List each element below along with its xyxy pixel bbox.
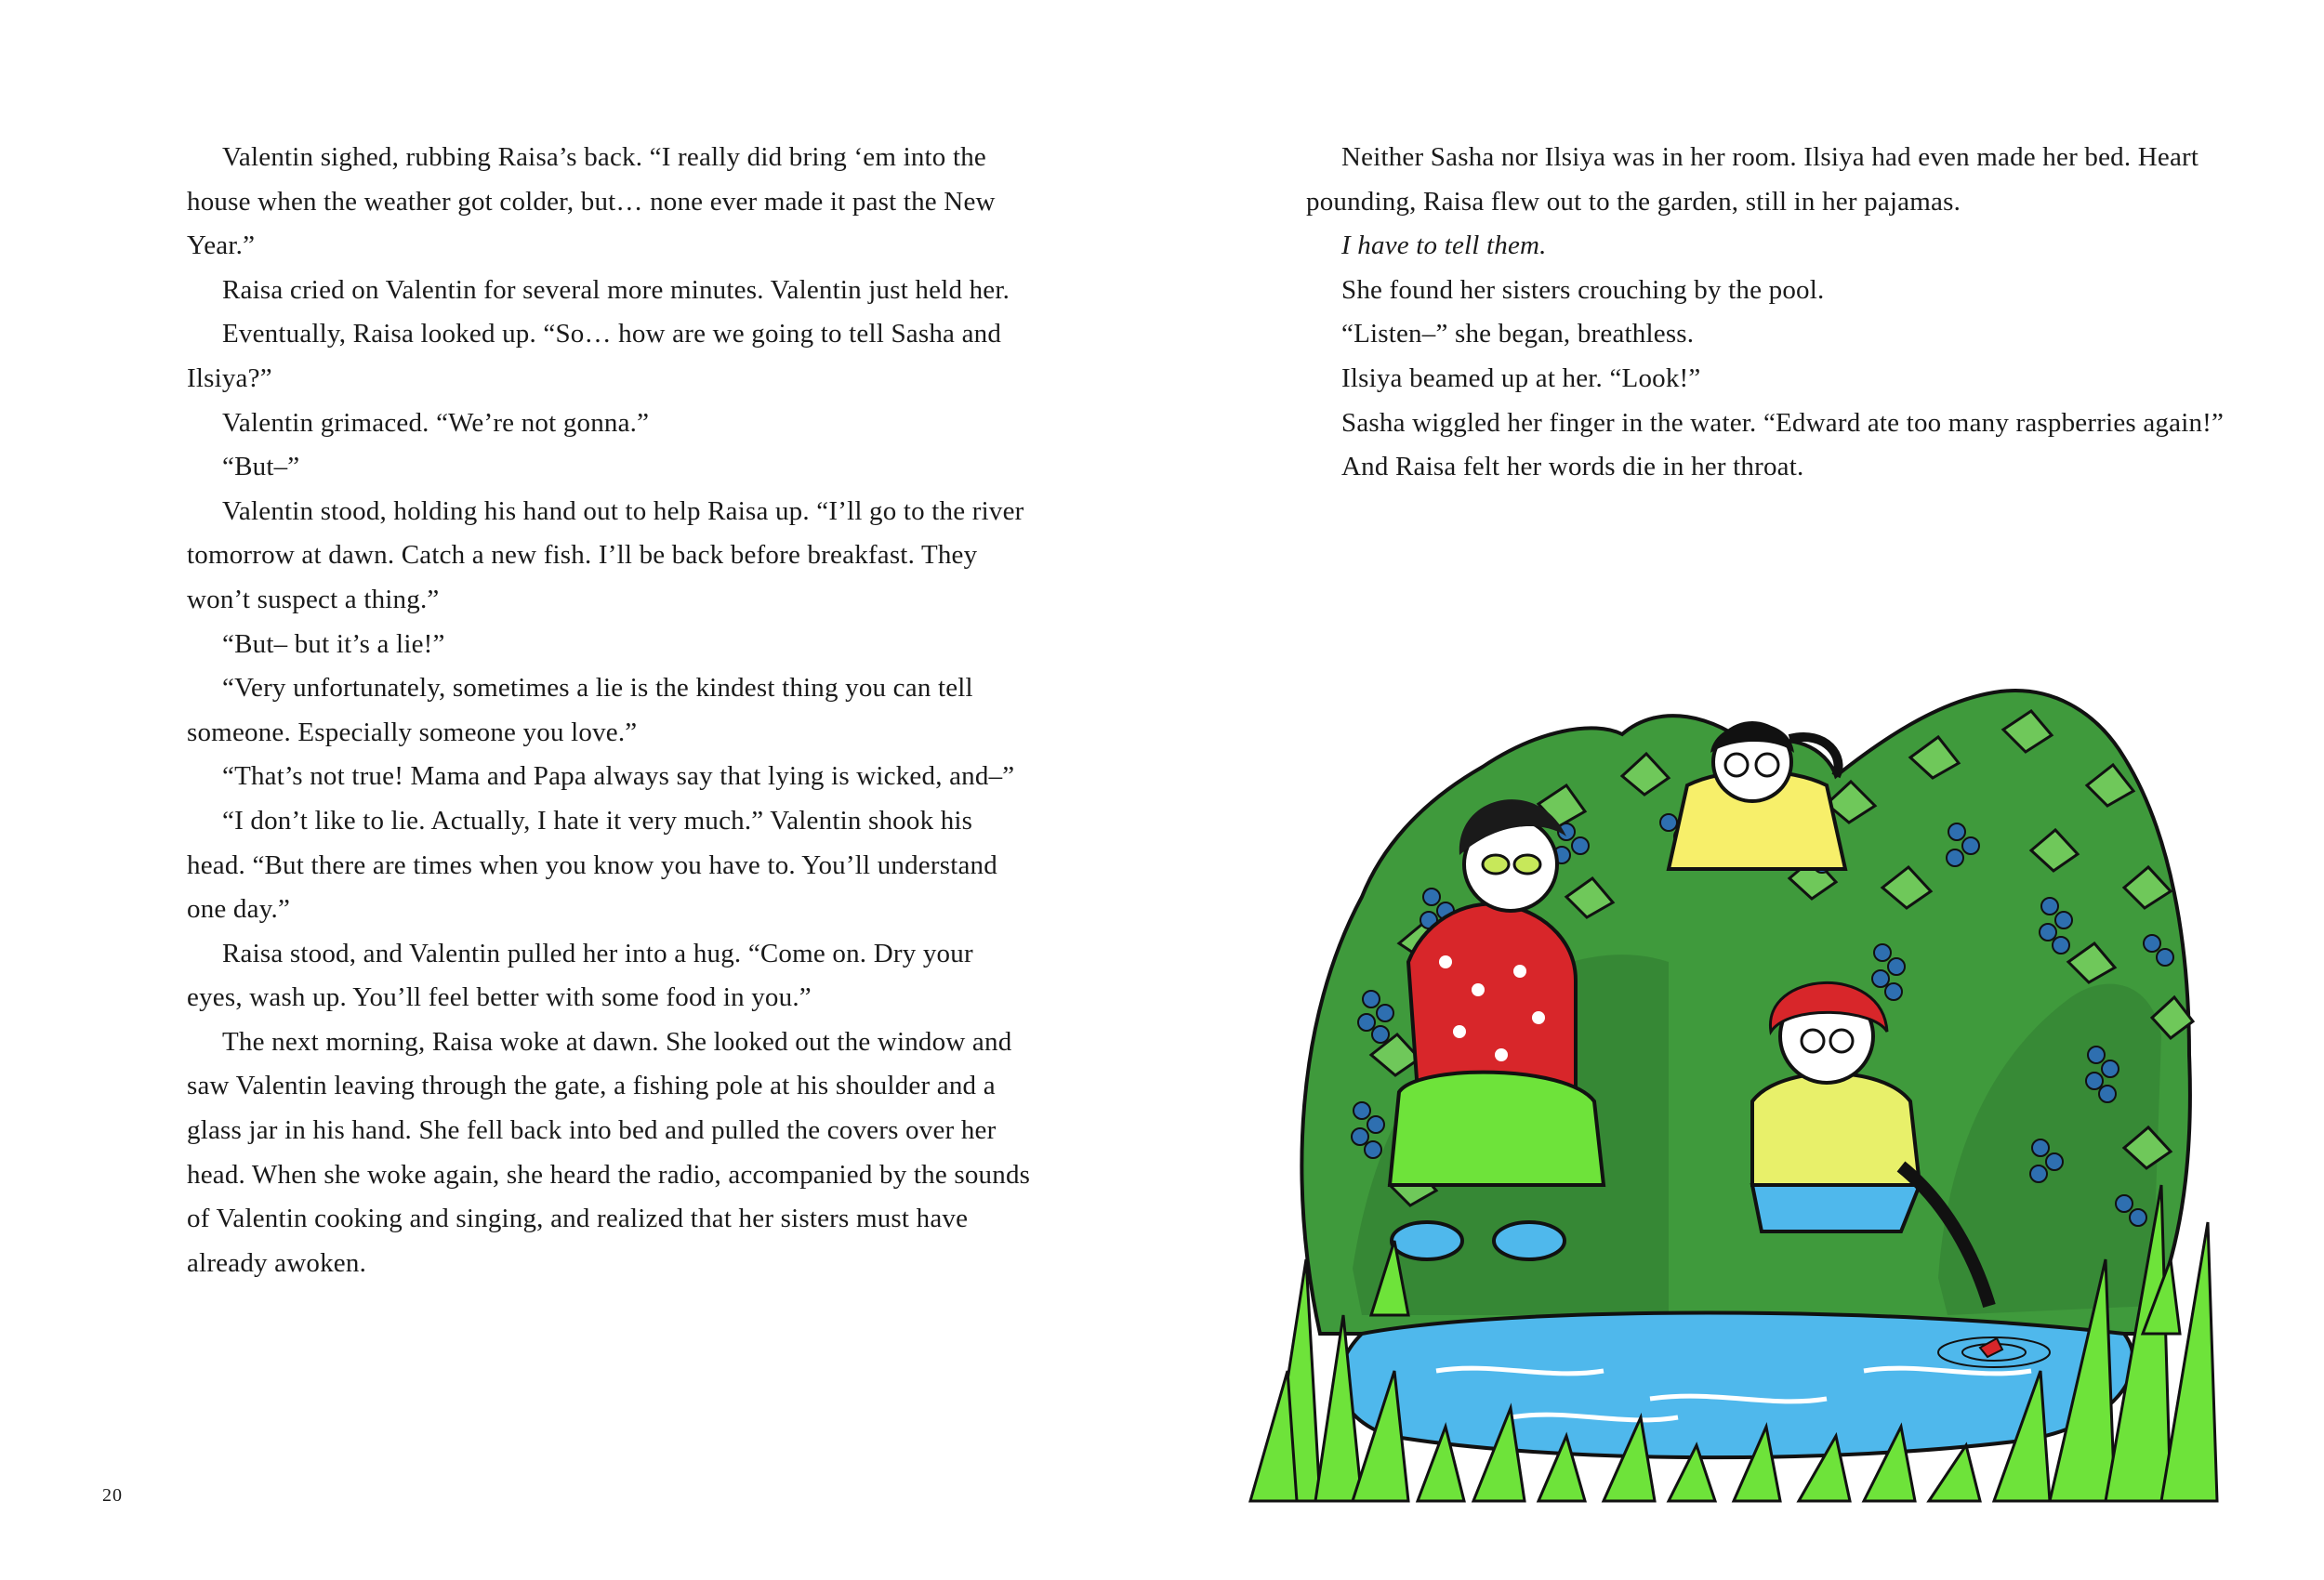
italic-thought: I have to tell them. <box>1341 230 1547 261</box>
right-page <box>1162 0 2324 1580</box>
paragraph: Raisa cried on Valentin for several more minutes. Valentin just held her. <box>222 274 1010 305</box>
paragraph: Neither Sasha nor Ilsiya was in her room. Ilsiya had even made her bed. Heart pounding, Raisa flew out to the garden, still in her pajamas. <box>1306 142 2199 217</box>
paragraph: The next morning, Raisa woke at dawn. She looked out the window and saw Valentin leaving through the gate, a fishing pole at his shoulder and a glass jar in his hand. She fell back into bed and pulled the covers over her head. When she woke again, she heard the radio, accompanied by the sounds of Valentin cooking and singing, and realized that her sisters must have already awoken. <box>187 1026 1031 1278</box>
paragraph: Valentin stood, holding his hand out to help Raisa up. “I’ll go to the river tomorrow at dawn. Catch a new fish. I’ll be back before breakfast. They won’t suspect a thing.” <box>187 495 1024 614</box>
page-number: 20 <box>102 1485 123 1506</box>
illustration-svg <box>1232 665 2245 1506</box>
right-page-text <box>1306 136 2236 490</box>
paragraph: Raisa stood, and Valentin pulled her into a hug. “Come on. Dry your eyes, wash up. You’ll feel better with some food in you.” <box>187 938 973 1013</box>
paragraph: “But–” <box>222 452 300 482</box>
paragraph: Valentin grimaced. “We’re not gonna.” <box>222 407 650 438</box>
pool <box>1340 1313 2133 1458</box>
paragraph: “But– but it’s a lie!” <box>222 628 445 659</box>
paragraph: “I don’t like to lie. Actually, I hate it very much.” Valentin shook his head. “But there are times when you know you have to. You’ll understand one day.” <box>187 805 997 925</box>
paragraph: And Raisa felt her words die in her throat. <box>1341 452 1804 482</box>
garden-pool-illustration <box>1232 665 2245 1506</box>
paragraph: “That’s not true! Mama and Papa always say that lying is wicked, and–” <box>222 761 1015 792</box>
paragraph: Ilsiya beamed up at her. “Look!” <box>1341 362 1701 393</box>
paragraph: Sasha wiggled her finger in the water. “Edward ate too many raspberries again!” <box>1341 407 2225 438</box>
paragraph: “Very unfortunately, sometimes a lie is the kindest thing you can tell someone. Especially someone you love.” <box>187 673 973 747</box>
paragraph: Eventually, Raisa looked up. “So… how are we going to tell Sasha and Ilsiya?” <box>187 319 1002 393</box>
paragraph: “Listen–” she began, breathless. <box>1341 319 1695 349</box>
paragraph: Valentin sighed, rubbing Raisa’s back. “I really did bring ‘em into the house when the weather got colder, but… none ever made it past the New Year.” <box>187 142 996 261</box>
left-page-text <box>187 136 1033 1285</box>
paragraph: She found her sisters crouching by the pool. <box>1341 274 1825 305</box>
